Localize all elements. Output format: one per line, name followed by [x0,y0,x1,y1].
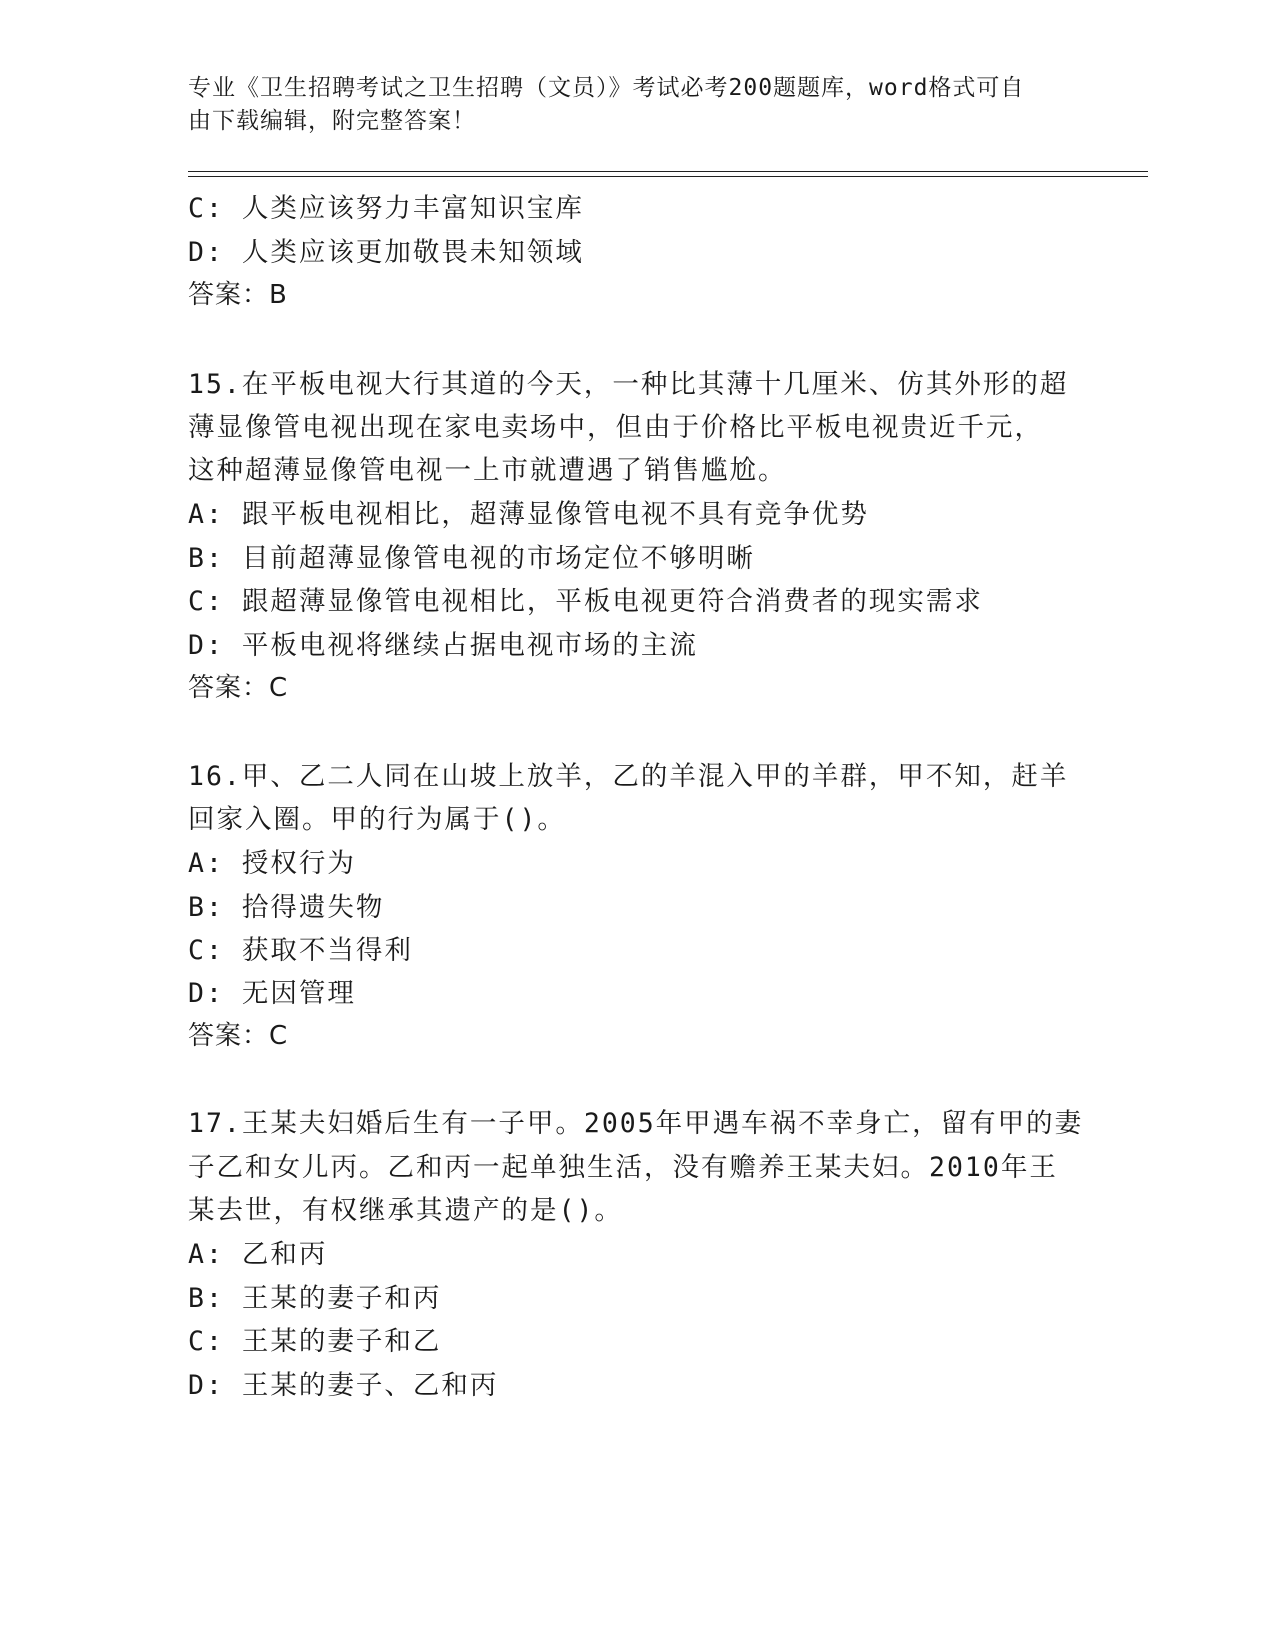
prev-answer: 答案：B [188,280,288,310]
q15-stem-line-2: 薄显像管电视出现在家电卖场中，但由于价格比平板电视贵近千元， [188,412,1043,443]
document-header [188,72,1068,138]
q17-option-a: A: 乙和丙 [188,1239,328,1270]
q15-stem-line-3: 这种超薄显像管电视一上市就遭遇了销售尴尬。 [188,455,787,486]
header-title-line-1: 专业《卫生招聘考试之卫生招聘（文员）》考试必考200题题库，word格式可自 [188,75,1025,101]
q15-option-d: D: 平板电视将继续占据电视市场的主流 [188,630,698,661]
prev-option-d: D: 人类应该更加敬畏未知领域 [188,237,584,268]
q17-option-b: B: 王某的妻子和丙 [188,1283,442,1314]
q15-option-b: B: 目前超薄显像管电视的市场定位不够明晰 [188,543,755,574]
q16-option-d: D: 无因管理 [188,978,356,1009]
q15-answer: 答案：C [188,673,289,703]
q17-option-c: C: 王某的妻子和乙 [188,1326,442,1357]
q15-option-a: A: 跟平板电视相比，超薄显像管电视不具有竞争优势 [188,499,869,530]
q17-stem-line-3: 某去世，有权继承其遗产的是()。 [188,1195,623,1226]
q16-option-b: B: 拾得遗失物 [188,892,385,923]
header-title-line-2: 由下载编辑，附完整答案！ [188,108,476,134]
q17-stem-line-1: 17.王某夫妇婚后生有一子甲。2005年甲遇车祸不幸身亡，留有甲的妻 [188,1108,1084,1139]
q16-stem-line-1: 16.甲、乙二人同在山坡上放羊，乙的羊混入甲的羊群，甲不知，赶羊 [188,761,1069,792]
q17-stem-line-2: 子乙和女儿丙。乙和丙一起单独生活，没有赡养王某夫妇。2010年王 [188,1152,1058,1183]
q17-option-d: D: 王某的妻子、乙和丙 [188,1370,499,1401]
q15-option-c: C: 跟超薄显像管电视相比，平板电视更符合消费者的现实需求 [188,586,983,617]
q16-answer: 答案：C [188,1021,289,1051]
q16-option-c: C: 获取不当得利 [188,935,413,966]
q16-stem-line-2: 回家入圈。甲的行为属于()。 [188,804,566,835]
header-divider-top [188,171,1148,172]
header-divider-bottom [188,176,1148,177]
prev-option-c: C: 人类应该努力丰富知识宝库 [188,193,584,224]
q16-option-a: A: 授权行为 [188,848,356,879]
q15-stem-line-1: 15.在平板电视大行其道的今天，一种比其薄十几厘米、仿其外形的超 [188,369,1069,400]
